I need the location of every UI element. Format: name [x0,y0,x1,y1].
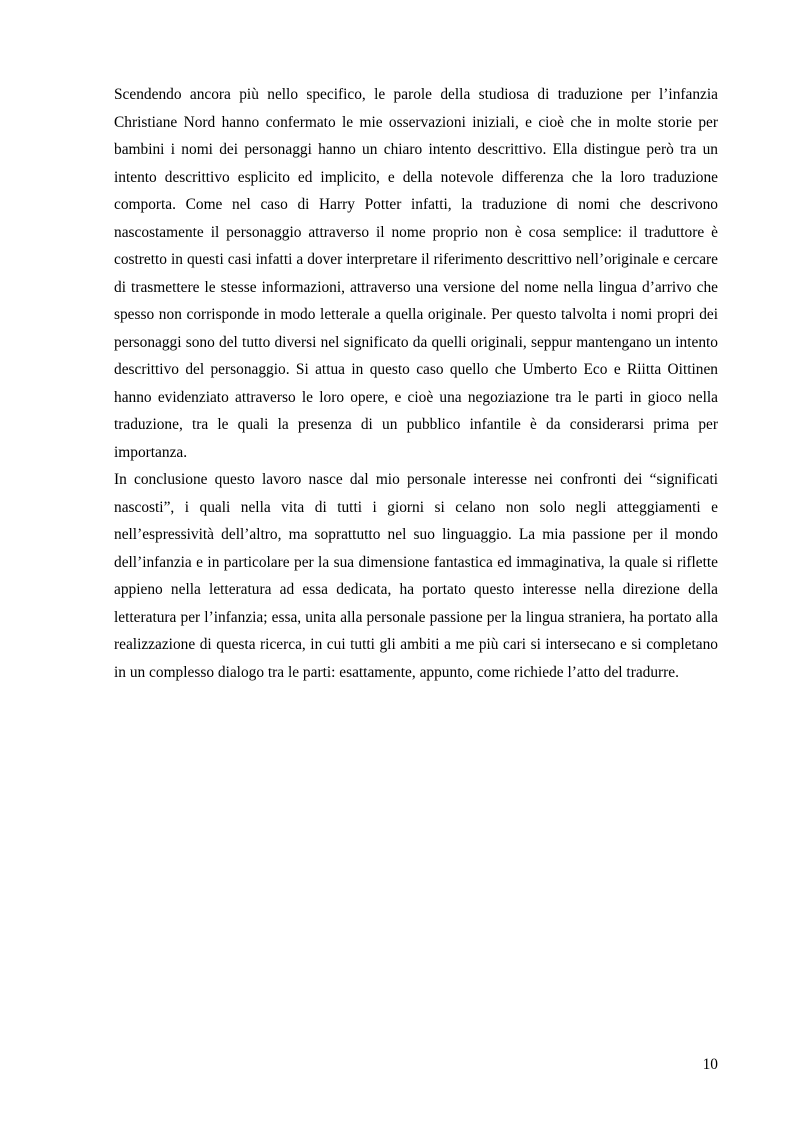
paragraph-2: In conclusione questo lavoro nasce dal mio personale interesse nei confronti dei “significati nascosti”, i quali nella vita di tutti i giorni si celano non solo negli atteggiamenti e nell’espressività dell’altro, ma soprattutto nel suo linguaggio. La mia passione per il mondo dell’infanzia e in particolare per la sua dimensione fantastica ed immaginativa, la quale si riflette appieno nella letteratura ad essa dedicata, ha portato questo interesse nella direzione della letteratura per l’infanzia; essa, unita alla personale passione per la lingua straniera, ha portato alla realizzazione di questa ricerca, in cui tutti gli ambiti a me più cari si intersecano e si completano in un complesso dialogo tra le parti: esattamente, appunto, come richiede l’atto del tradurre. [114,471,718,681]
body-text [114,81,718,686]
page-number: 10 [702,1056,718,1073]
paragraph-1: Scendendo ancora più nello specifico, le parole della studiosa di traduzione per l’infanzia Christiane Nord hanno confermato le mie osservazioni iniziali, e cioè che in molte storie per bambini i nomi dei personaggi hanno un chiaro intento descrittivo. Ella distingue però tra un intento descrittivo esplicito ed implicito, e della notevole differenza che la loro traduzione comporta. Come nel caso di Harry Potter infatti, la traduzione di nomi che descrivono nascostamente il personaggio attraverso il nome proprio non è cosa semplice: il traduttore è costretto in questi casi infatti a dover interpretare il riferimento descrittivo nell’originale e cercare di trasmettere le stesse informazioni, attraverso una versione del nome nella lingua d’arrivo che spesso non corrisponde in modo letterale a quella originale. Per questo talvolta i nomi propri dei personaggi sono del tutto diversi nel significato da quelli originali, seppur mantengano un intento descrittivo del personaggio. Si attua in questo caso quello che Umberto Eco e Riitta Oittinen hanno evidenziato attraverso le loro opere, e cioè una negoziazione tra le parti in gioco nella traduzione, tra le quali la presenza di un pubblico infantile è da considerarsi prima per importanza. [114,86,718,461]
